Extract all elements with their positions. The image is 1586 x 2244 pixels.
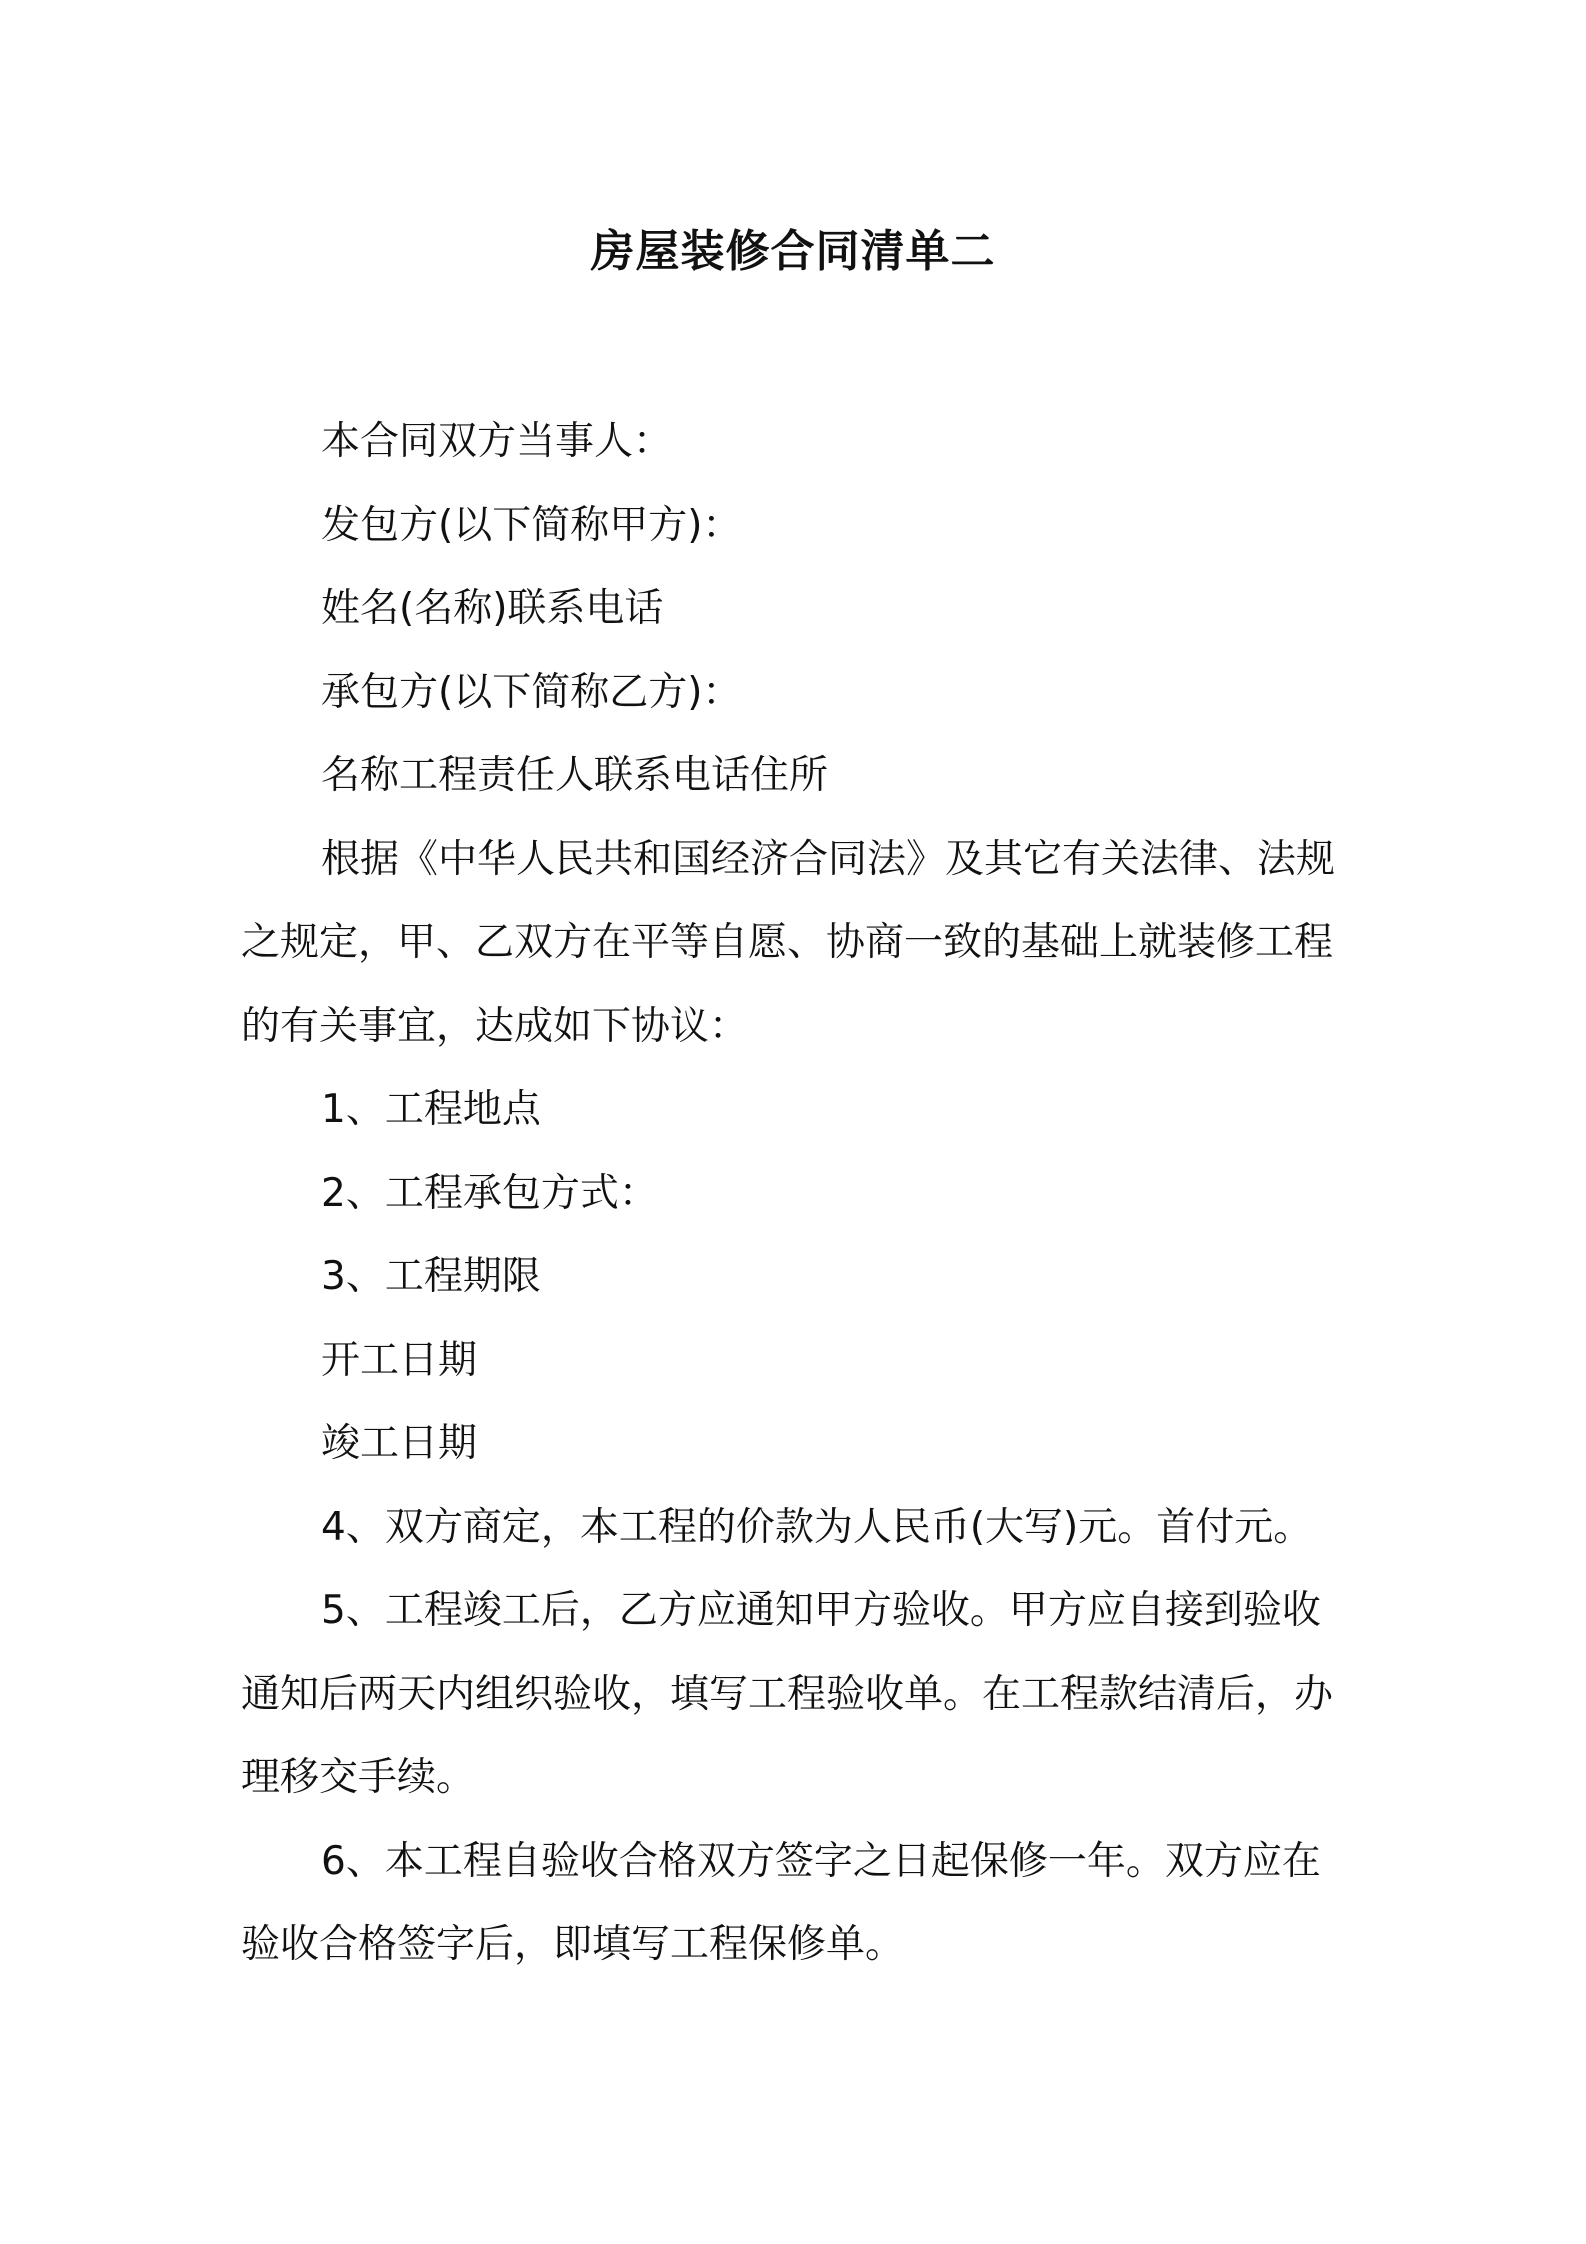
clause-project-location: 1、工程地点 (321, 1087, 541, 1132)
clause-price: 4、双方商定，本工程的价款为人民币(大写)元。首付元。 (321, 1504, 1313, 1550)
paragraph-party-a-contact: 姓名(名称)联系电话 (321, 586, 664, 631)
clause-warranty: 6、本工程自验收合格双方签字之日起保修一年。双方应在验收合格签字后，即填写工程保修单。 (241, 1838, 1321, 1967)
paragraph-party-b-contact: 名称工程责任人联系电话住所 (321, 753, 829, 798)
document-title: 房屋装修合同清单二 (590, 226, 996, 277)
paragraph-parties-heading: 本合同双方当事人： (321, 419, 673, 464)
paragraph-party-a: 发包方(以下简称甲方)： (321, 502, 742, 548)
field-completion-date: 竣工日期 (321, 1421, 478, 1466)
document-body (241, 400, 1349, 1987)
paragraph-party-b: 承包方(以下简称乙方)： (321, 669, 742, 715)
clause-project-period: 3、工程期限 (321, 1254, 541, 1299)
clause-acceptance: 5、工程竣工后，乙方应通知甲方验收。甲方应自接到验收通知后两天内组织验收，填写工程验收单。在工程款结清后，办理移交手续。 (241, 1588, 1334, 1800)
field-start-date: 开工日期 (321, 1337, 478, 1383)
paragraph-legal-basis: 根据《中华人民共和国经济合同法》及其它有关法律、法规之规定，甲、乙双方在平等自愿、协商一致的基础上就装修工程的有关事宜，达成如下协议： (241, 836, 1336, 1049)
clause-contract-method: 2、工程承包方式： (321, 1170, 658, 1216)
